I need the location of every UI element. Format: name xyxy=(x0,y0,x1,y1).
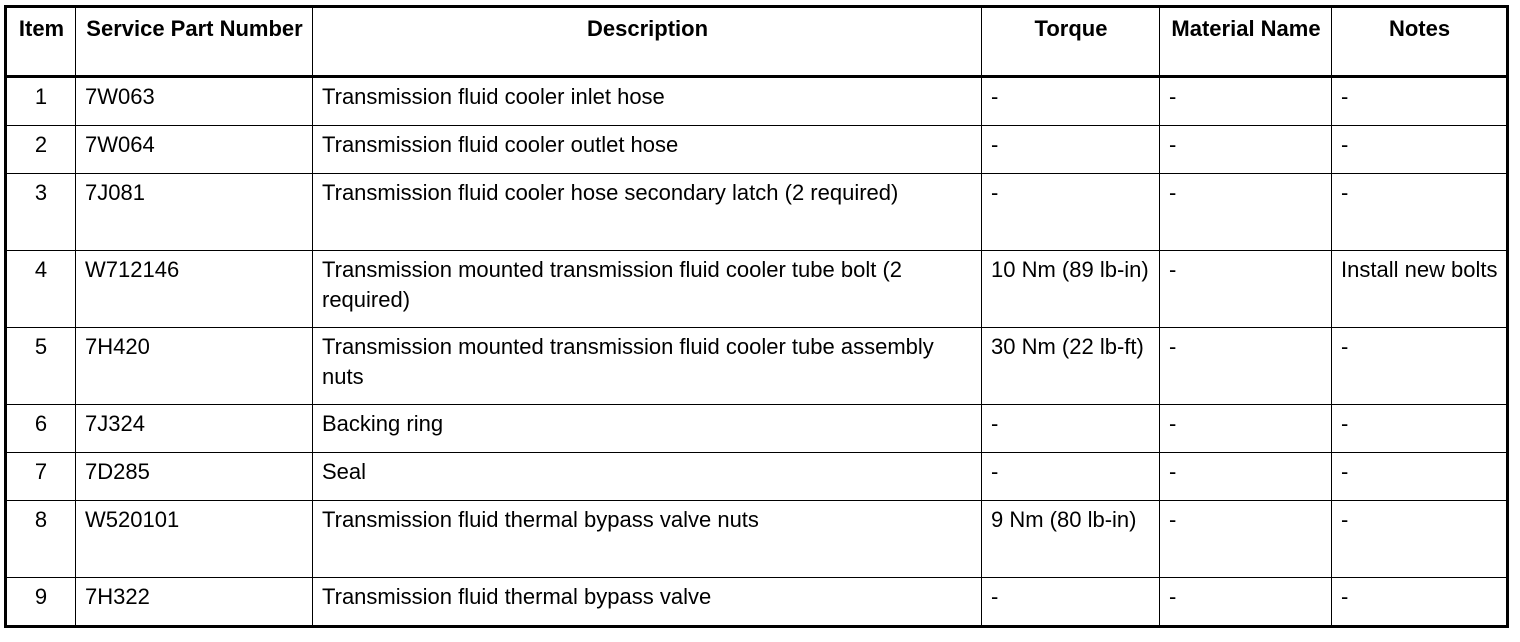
part-number: 7H322 xyxy=(76,578,313,627)
header-description: Description xyxy=(313,7,982,77)
table-row xyxy=(6,405,1508,453)
material-name: - xyxy=(1160,501,1332,578)
item-number: 5 xyxy=(6,328,76,405)
item-number: 3 xyxy=(6,174,76,251)
part-number: 7D285 xyxy=(76,453,313,501)
notes: - xyxy=(1332,501,1508,578)
header-notes: Notes xyxy=(1332,7,1508,77)
item-number: 7 xyxy=(6,453,76,501)
material-name: - xyxy=(1160,251,1332,328)
notes: - xyxy=(1332,578,1508,627)
torque: - xyxy=(982,405,1160,453)
part-number: 7W064 xyxy=(76,126,313,174)
material-name: - xyxy=(1160,174,1332,251)
torque: 10 Nm (89 lb-in) xyxy=(982,251,1160,328)
description: Transmission mounted transmission fluid cooler tube assembly nuts xyxy=(313,328,982,405)
torque: - xyxy=(982,174,1160,251)
part-number: W520101 xyxy=(76,501,313,578)
table-row xyxy=(6,77,1508,126)
header-part-number: Service Part Number xyxy=(76,7,313,77)
part-number: 7J081 xyxy=(76,174,313,251)
table-row xyxy=(6,328,1508,405)
material-name: - xyxy=(1160,578,1332,627)
table-row xyxy=(6,501,1508,578)
table-row xyxy=(6,578,1508,627)
item-number: 2 xyxy=(6,126,76,174)
description: Transmission fluid cooler hose secondary latch (2 required) xyxy=(313,174,982,251)
torque: - xyxy=(982,453,1160,501)
table-row xyxy=(6,251,1508,328)
torque: - xyxy=(982,578,1160,627)
material-name: - xyxy=(1160,77,1332,126)
description: Seal xyxy=(313,453,982,501)
description: Transmission fluid thermal bypass valve xyxy=(313,578,982,627)
item-number: 4 xyxy=(6,251,76,328)
part-number: 7J324 xyxy=(76,405,313,453)
description: Transmission fluid cooler outlet hose xyxy=(313,126,982,174)
material-name: - xyxy=(1160,453,1332,501)
notes: Install new bolts xyxy=(1332,251,1508,328)
header-material-name: Material Name xyxy=(1160,7,1332,77)
part-number: W712146 xyxy=(76,251,313,328)
material-name: - xyxy=(1160,328,1332,405)
notes: - xyxy=(1332,174,1508,251)
part-number: 7H420 xyxy=(76,328,313,405)
part-number: 7W063 xyxy=(76,77,313,126)
item-number: 1 xyxy=(6,77,76,126)
torque: - xyxy=(982,126,1160,174)
description: Transmission fluid thermal bypass valve nuts xyxy=(313,501,982,578)
description: Transmission fluid cooler inlet hose xyxy=(313,77,982,126)
torque: 30 Nm (22 lb-ft) xyxy=(982,328,1160,405)
header-torque: Torque xyxy=(982,7,1160,77)
table-row xyxy=(6,126,1508,174)
header-row xyxy=(6,7,1508,77)
notes: - xyxy=(1332,328,1508,405)
notes: - xyxy=(1332,77,1508,126)
description: Backing ring xyxy=(313,405,982,453)
material-name: - xyxy=(1160,126,1332,174)
item-number: 8 xyxy=(6,501,76,578)
item-number: 6 xyxy=(6,405,76,453)
header-item: Item xyxy=(6,7,76,77)
table-row xyxy=(6,453,1508,501)
item-number: 9 xyxy=(6,578,76,627)
parts-table xyxy=(4,5,1509,628)
torque: 9 Nm (80 lb-in) xyxy=(982,501,1160,578)
torque: - xyxy=(982,77,1160,126)
notes: - xyxy=(1332,405,1508,453)
notes: - xyxy=(1332,453,1508,501)
description: Transmission mounted transmission fluid cooler tube bolt (2 required) xyxy=(313,251,982,328)
notes: - xyxy=(1332,126,1508,174)
table-row xyxy=(6,174,1508,251)
material-name: - xyxy=(1160,405,1332,453)
